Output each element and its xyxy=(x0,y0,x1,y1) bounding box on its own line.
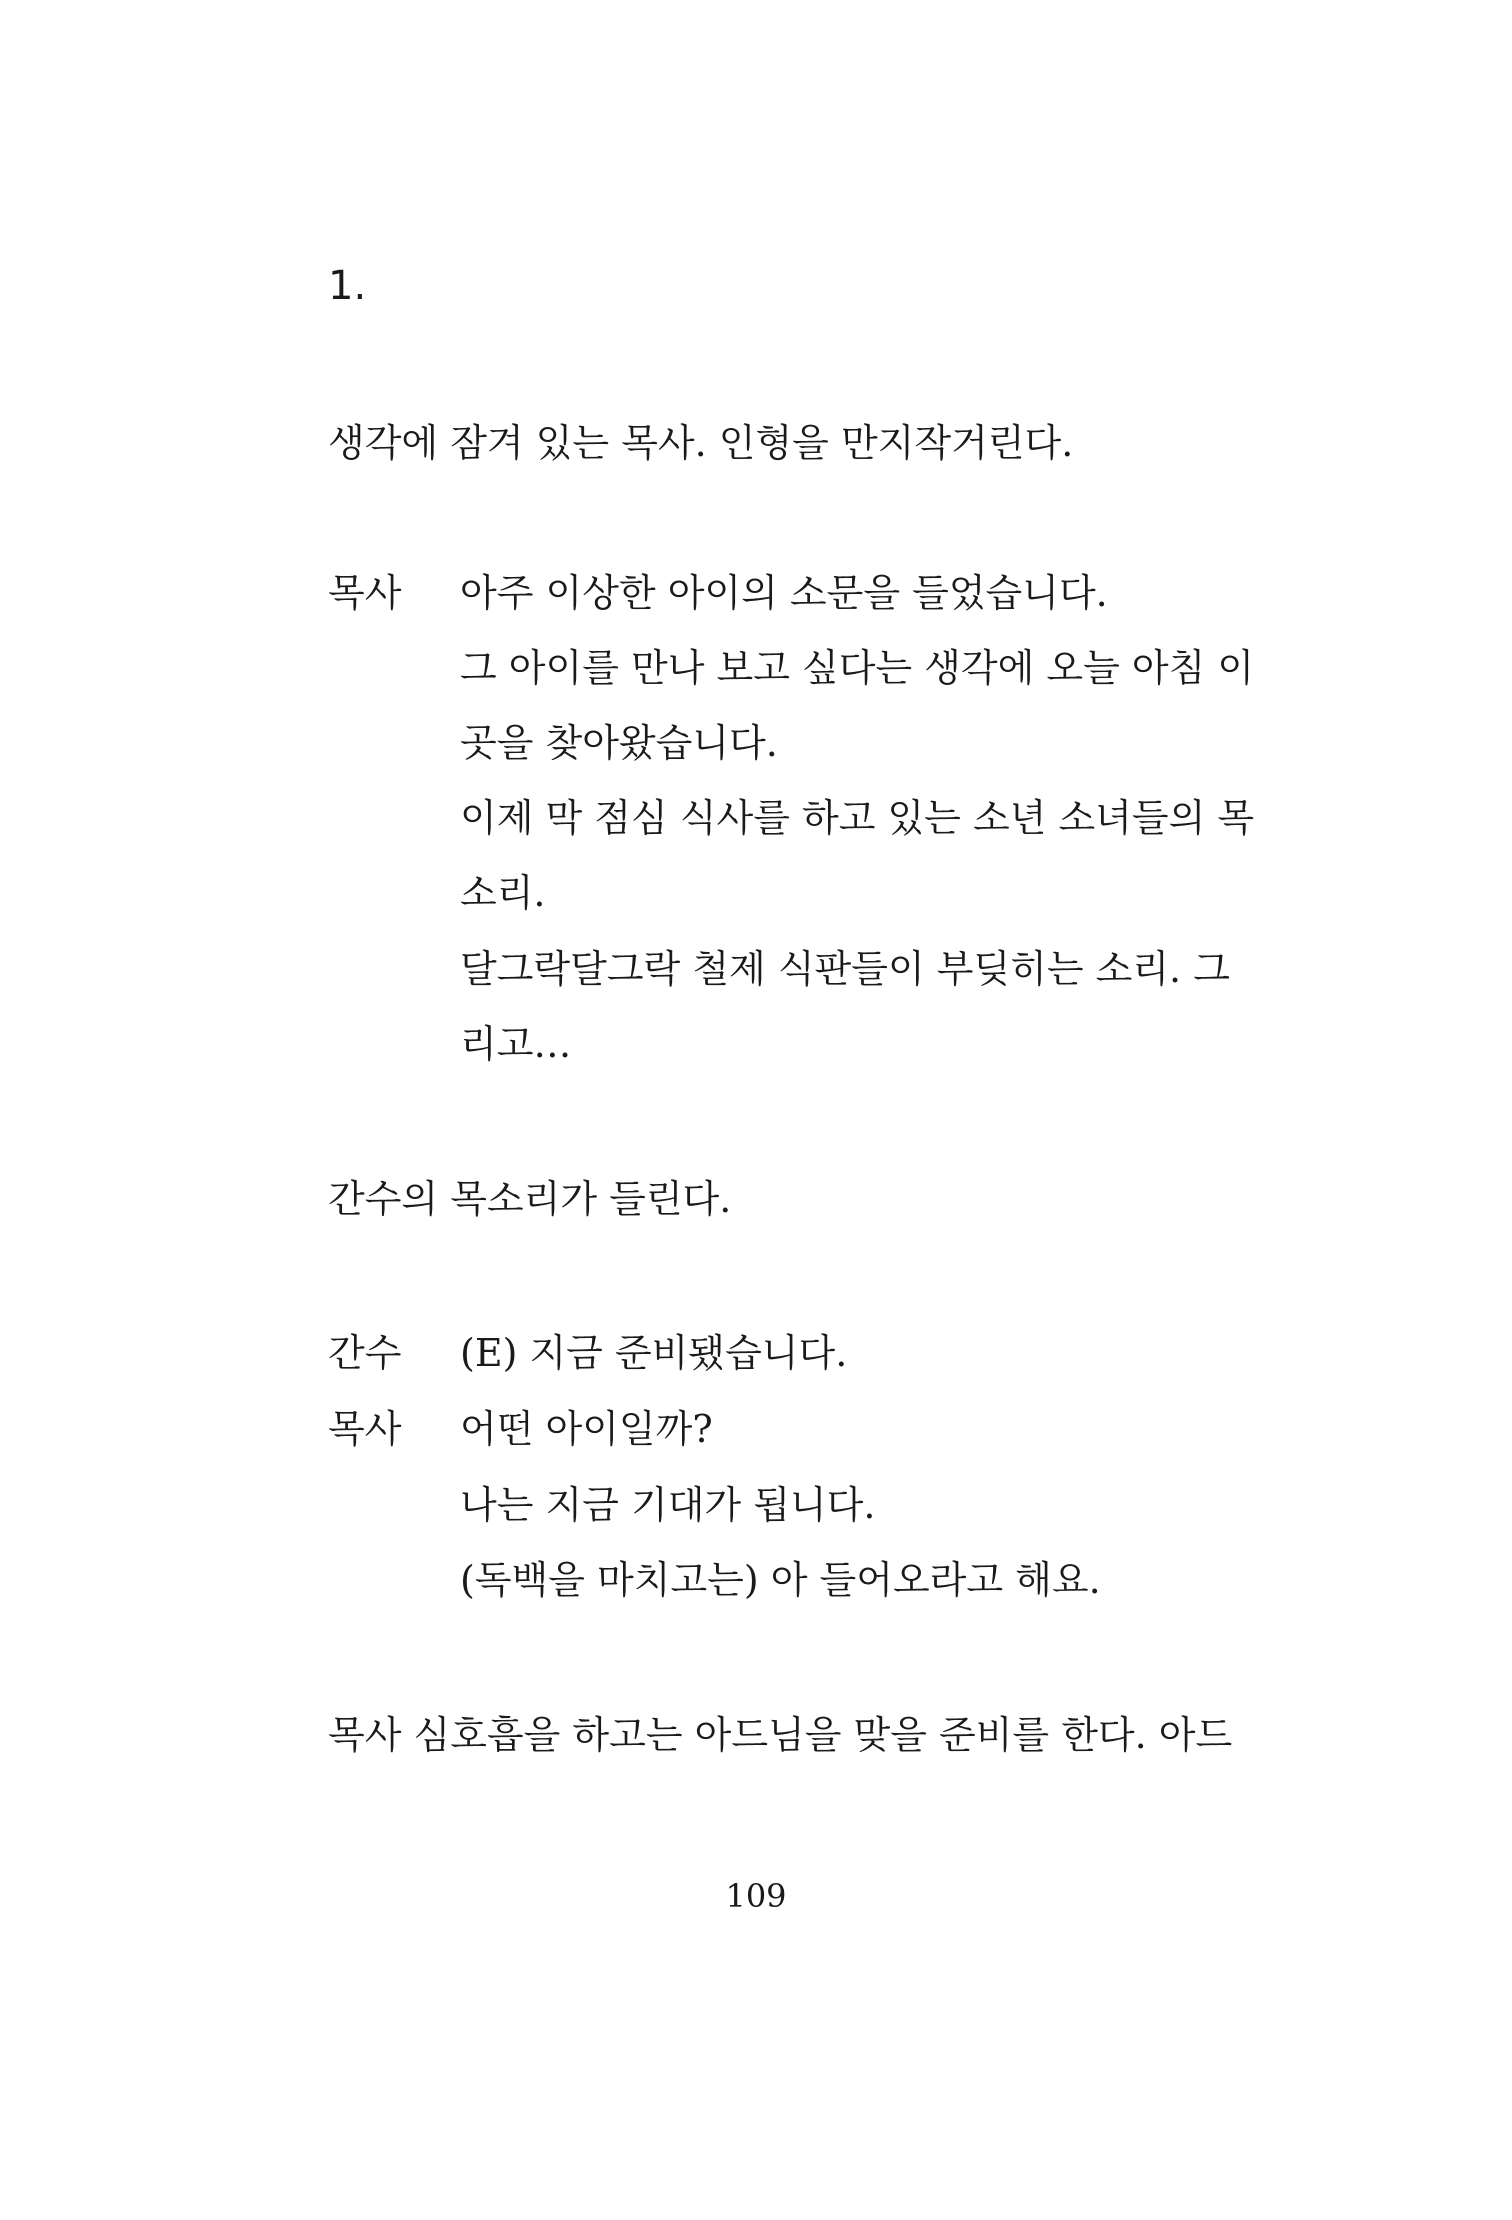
stage-direction: 생각에 잠겨 있는 목사. 인형을 만지작거린다. xyxy=(328,421,1074,465)
dialogue-line: 아주 이상한 아이의 소문을 들었습니다. xyxy=(460,571,1108,615)
dialogue-line: (독백을 마치고는) 아 들어오라고 해요. xyxy=(460,1558,1101,1602)
speaker-label: 목사 xyxy=(328,571,402,615)
dialogue-line: 소리. xyxy=(460,871,546,915)
dialogue-line: 달그락달그락 철제 식판들이 부딪히는 소리. 그 xyxy=(460,947,1230,991)
dialogue-line: 어떤 아이일까? xyxy=(460,1407,713,1451)
scene-number: 1. xyxy=(328,263,367,309)
speaker-label: 간수 xyxy=(328,1331,402,1375)
dialogue-line: 이제 막 점심 식사를 하고 있는 소년 소녀들의 목 xyxy=(460,796,1255,840)
dialogue-line: 나는 지금 기대가 됩니다. xyxy=(460,1483,876,1527)
stage-direction: 목사 심호흡을 하고는 아드님을 맞을 준비를 한다. 아드 xyxy=(328,1713,1233,1757)
dialogue-line: 그 아이를 만나 보고 싶다는 생각에 오늘 아침 이 xyxy=(460,646,1255,690)
speaker-label: 목사 xyxy=(328,1407,402,1451)
page-number: 109 xyxy=(725,1877,787,1915)
dialogue-line: (E) 지금 준비됐습니다. xyxy=(460,1331,848,1375)
dialogue-line: 곳을 찾아왔습니다. xyxy=(460,721,778,765)
stage-direction: 간수의 목소리가 들린다. xyxy=(328,1177,732,1221)
dialogue-line: 리고… xyxy=(460,1022,572,1066)
